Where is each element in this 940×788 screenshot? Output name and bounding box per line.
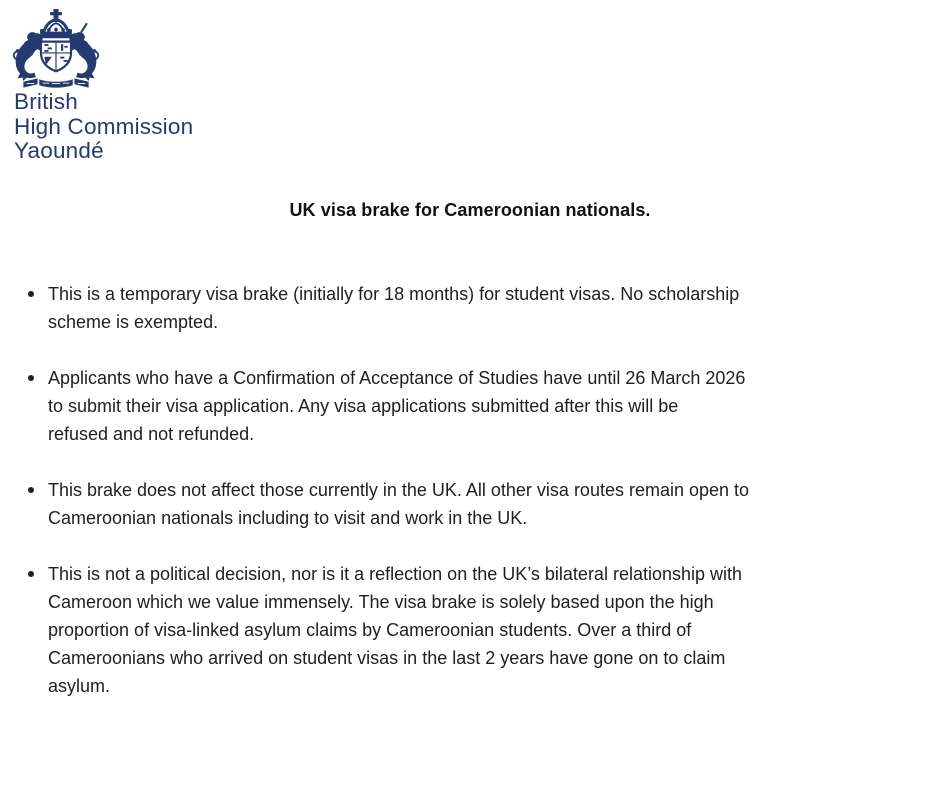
bullet-line: asylum.: [48, 676, 111, 696]
bullet-line: This brake does not affect those currently in the UK. All other visa routes remain open to: [48, 480, 750, 500]
logo-wordmark: [14, 90, 193, 164]
bullet-line: Applicants who have a Confirmation of Acceptance of Studies have until 26 March 2026: [48, 368, 746, 388]
bullet-list: [28, 280, 912, 728]
bullet-line: scheme is exempted.: [48, 312, 219, 332]
uk-royal-coat-of-arms-icon: [10, 7, 102, 93]
bullet-line: Cameroon which we value immensely. The visa brake is solely based upon the high: [48, 592, 714, 612]
bullet-line: This is not a political decision, nor is it a reflection on the UK’s bilateral relationship with: [48, 564, 743, 584]
logo-line-british: British: [14, 89, 78, 114]
bullet-line: to submit their visa application. Any visa applications submitted after this will be: [48, 396, 679, 416]
bullet-line: This is a temporary visa brake (initially for 18 months) for student visas. No scholarship: [48, 284, 740, 304]
bullet-item: [28, 560, 912, 700]
bullet-line: proportion of visa-linked asylum claims by Cameroonian students. Over a third of: [48, 620, 692, 640]
bullet-line: refused and not refunded.: [48, 424, 255, 444]
logo-line-high-commission: High Commission: [14, 113, 194, 139]
bullet-line: Cameroonians who arrived on student visas in the last 2 years have gone on to claim: [48, 648, 726, 668]
logo-line-yaounde: Yaoundé: [14, 138, 104, 163]
bullet-line: Cameroonian nationals including to visit and work in the UK.: [48, 508, 528, 528]
bullet-item: [28, 476, 912, 532]
bullet-item: [28, 364, 912, 448]
page-title: UK visa brake for Cameroonian nationals.: [289, 200, 651, 220]
bullet-item: [28, 280, 912, 336]
